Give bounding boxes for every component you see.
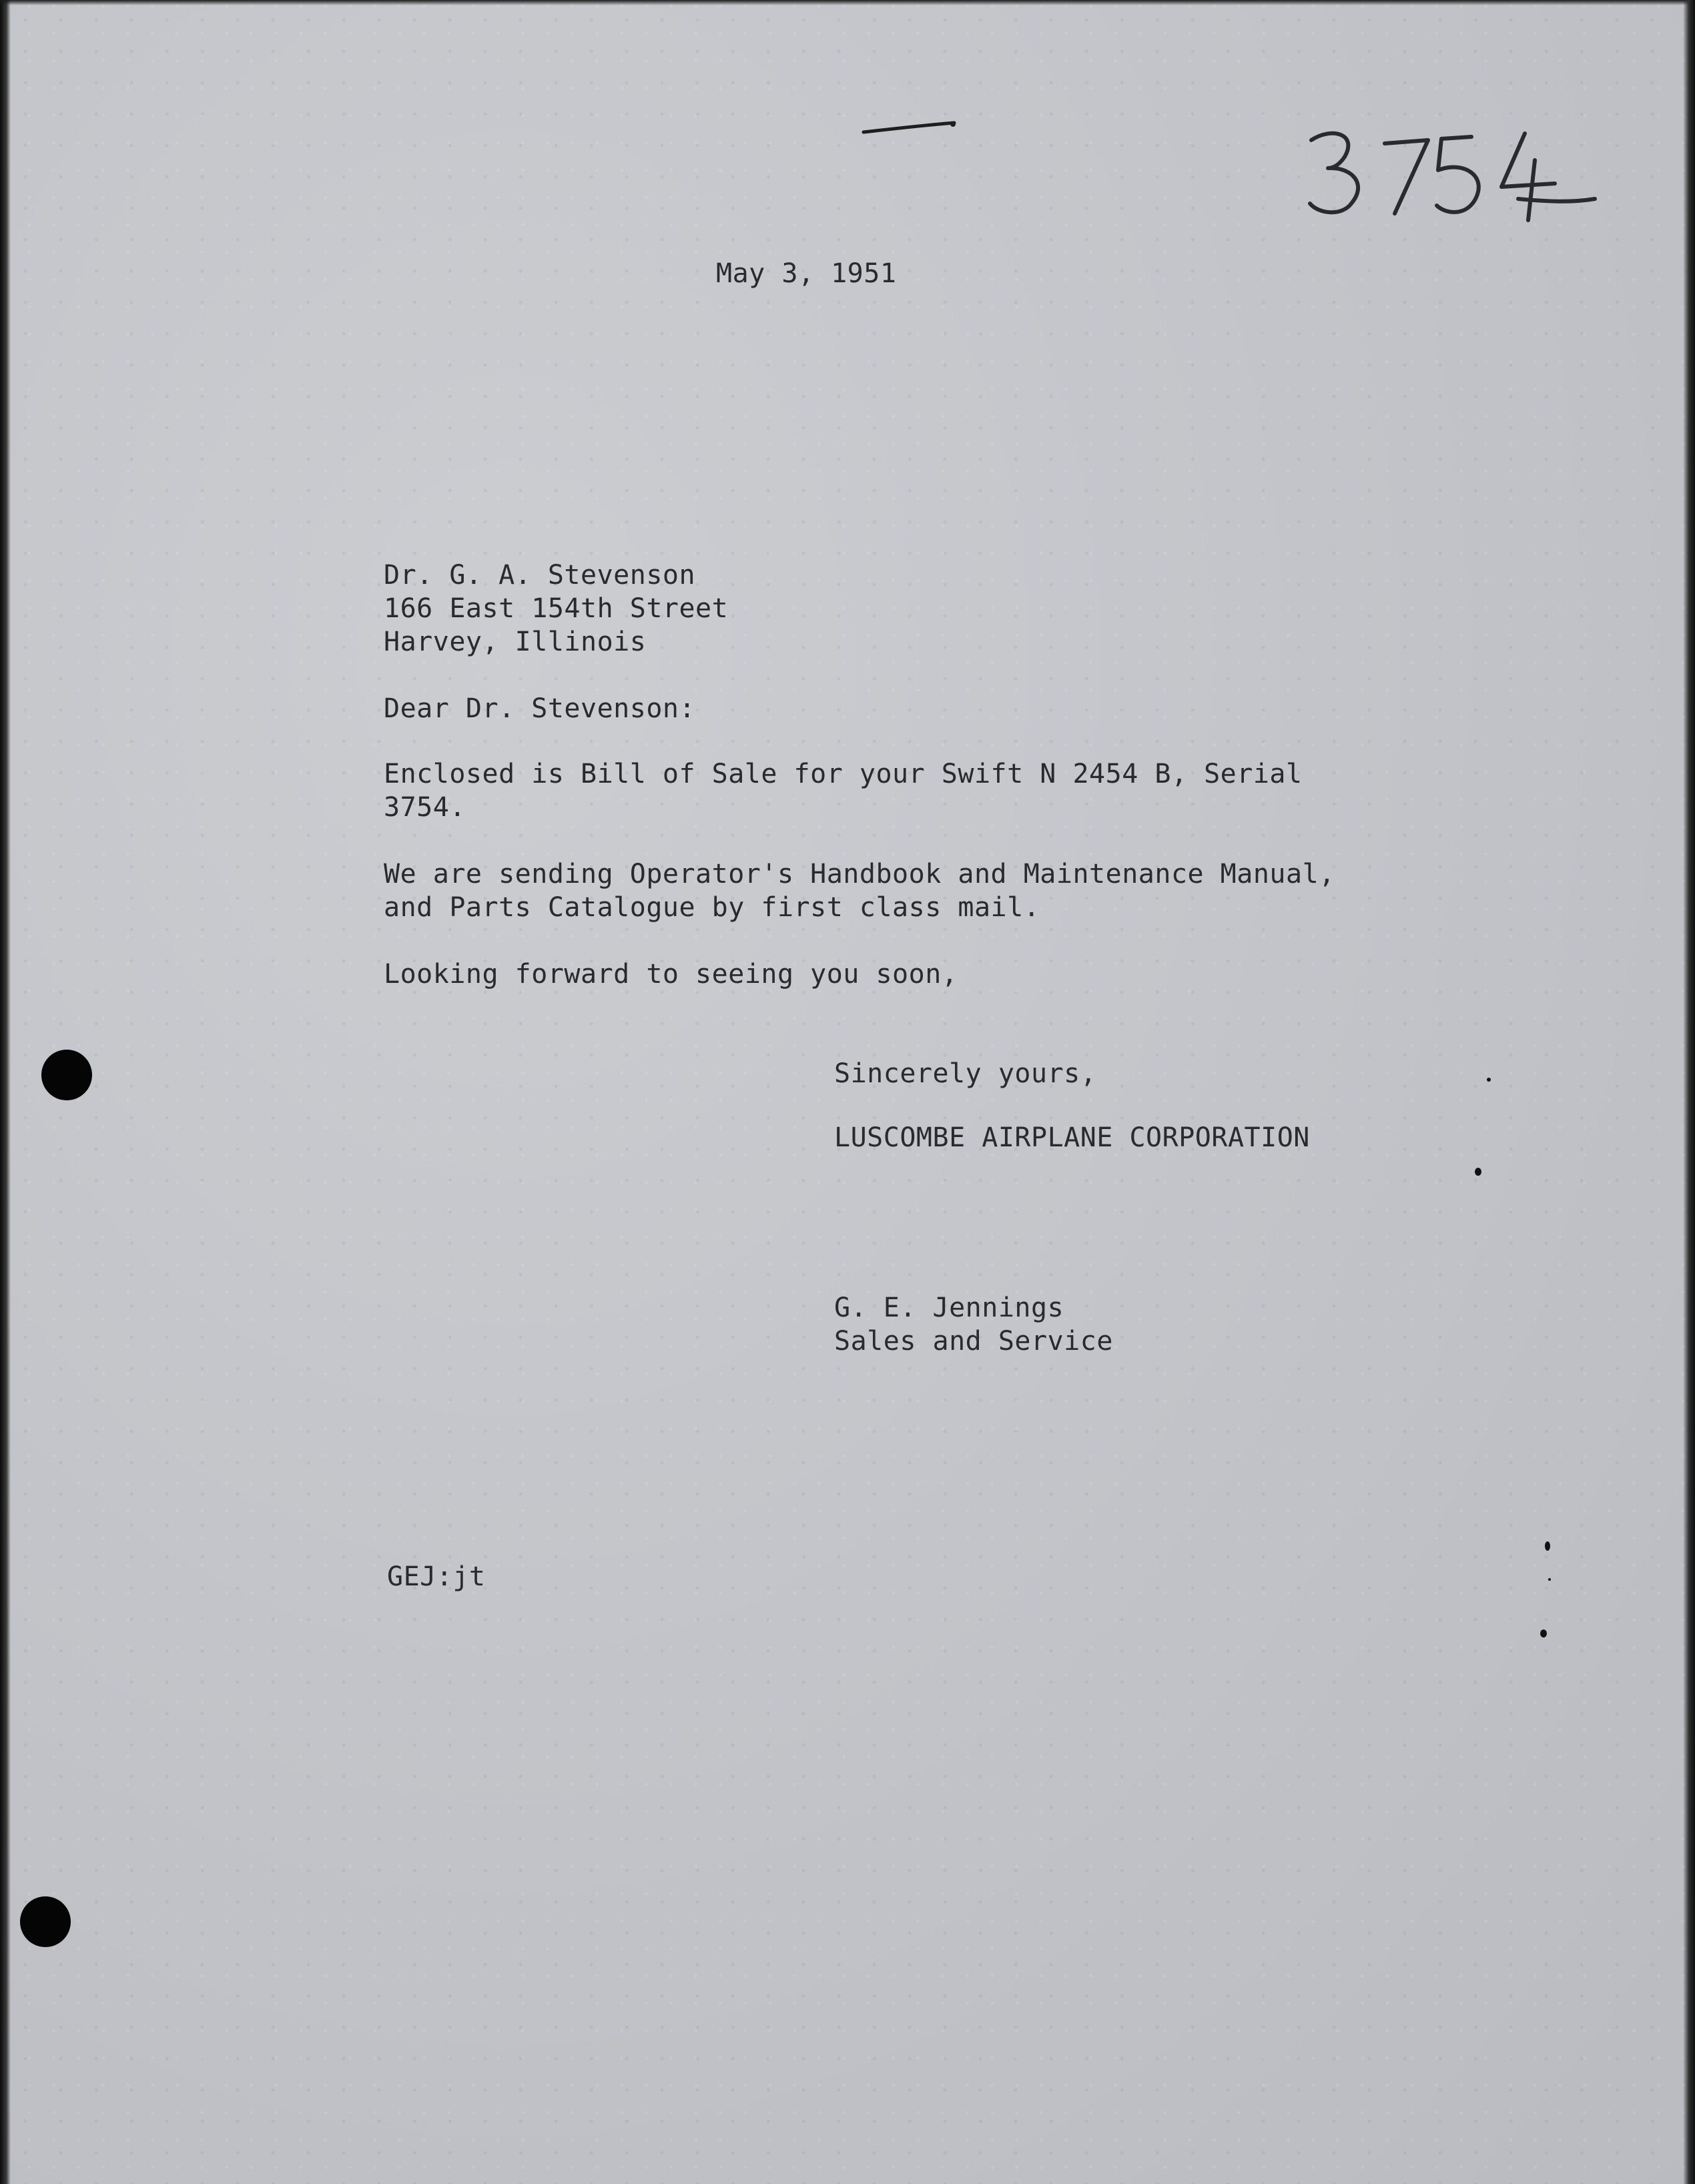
recipient-city: Harvey, Illinois (384, 627, 647, 657)
recipient-name: Dr. G. A. Stevenson (384, 560, 696, 591)
paper-speck (1545, 1541, 1550, 1551)
paper-speck (1475, 1168, 1481, 1176)
signer-title: Sales and Service (834, 1326, 1113, 1357)
body-paragraph-2-line-1: We are sending Operator's Handbook and Maintenance Manual, (384, 859, 1335, 889)
body-paragraph-3: Looking forward to seeing you soon, (384, 959, 958, 990)
complimentary-close: Sincerely yours, (834, 1058, 1097, 1089)
company-name: LUSCOMBE AIRPLANE CORPORATION (834, 1122, 1310, 1153)
page-right-edge (1683, 0, 1695, 2184)
body-paragraph-1-line-2: 3754. (384, 792, 466, 823)
salutation: Dear Dr. Stevenson: (384, 693, 696, 724)
paper-speck (1548, 1578, 1551, 1581)
handwritten-file-number (1305, 120, 1598, 234)
binder-hole-lower (20, 1896, 71, 1947)
letter-date: May 3, 1951 (716, 258, 897, 289)
pen-stroke-mark (861, 120, 968, 140)
paper-speck (1487, 1078, 1491, 1082)
body-paragraph-1-line-1: Enclosed is Bill of Sale for your Swift N 2454 B, Serial (384, 759, 1303, 789)
binder-hole-upper (41, 1050, 92, 1100)
signer-name: G. E. Jennings (834, 1293, 1064, 1323)
page-left-edge (0, 0, 11, 2184)
reference-initials: GEJ:jt (387, 1561, 486, 1592)
recipient-street: 166 East 154th Street (384, 593, 729, 624)
body-paragraph-2-line-2: and Parts Catalogue by first class mail. (384, 892, 1040, 923)
page-top-edge (0, 0, 1695, 5)
paper-speck (1540, 1629, 1547, 1637)
